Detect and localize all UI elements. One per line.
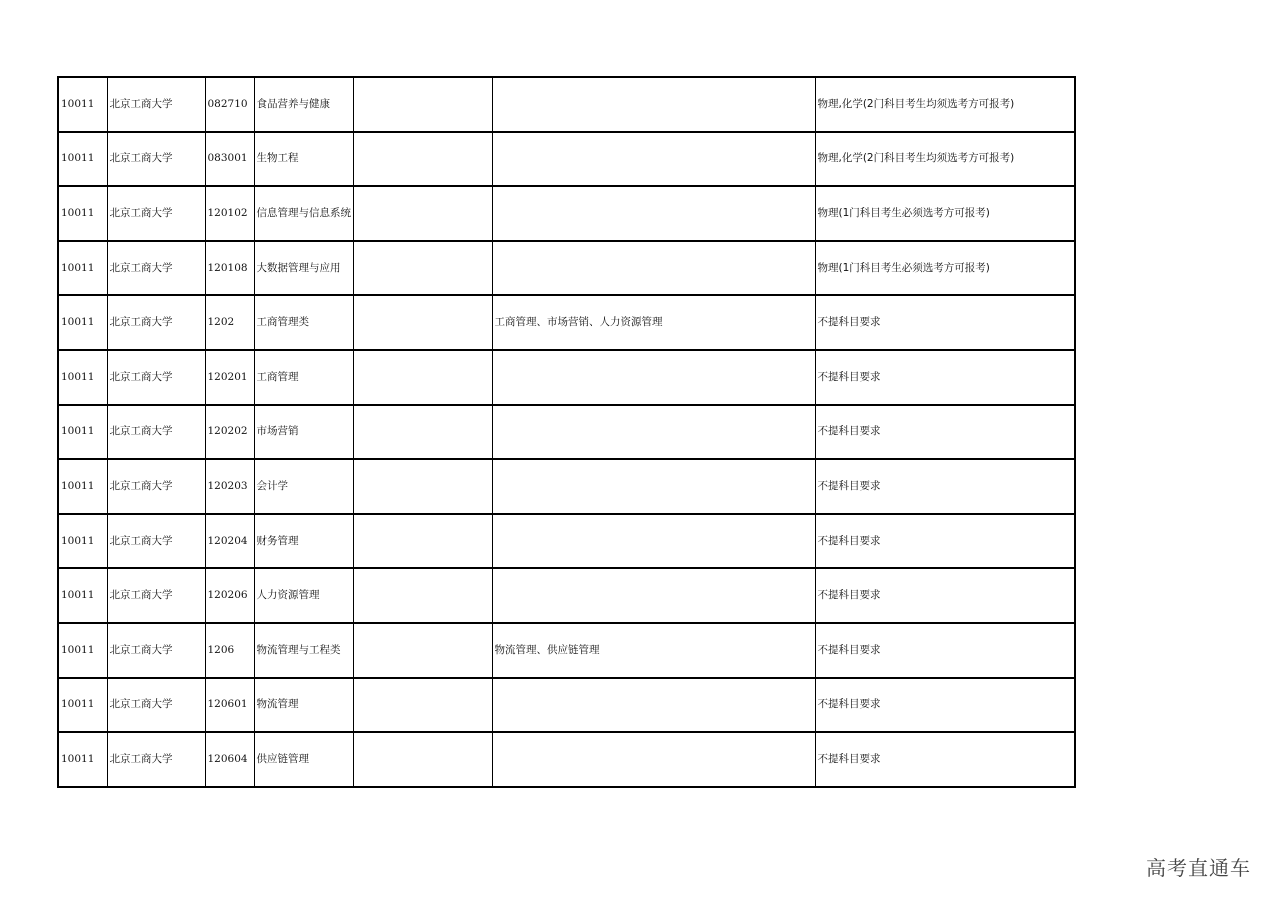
- cell-blank: [353, 132, 492, 187]
- cell-blank: [353, 514, 492, 569]
- cell-school-code: 10011: [58, 350, 107, 405]
- cell-major-name: 信息管理与信息系统: [254, 186, 353, 241]
- cell-school-code: 10011: [58, 405, 107, 460]
- cell-school-code: 10011: [58, 678, 107, 733]
- subject-requirements-table: [57, 76, 1076, 788]
- cell-major-code: 120203: [205, 459, 254, 514]
- cell-school-name: 北京工商大学: [107, 732, 205, 787]
- table-row: [58, 186, 1075, 241]
- cell-school-name: 北京工商大学: [107, 77, 205, 132]
- table-row: [58, 732, 1075, 787]
- table-row: [58, 459, 1075, 514]
- cell-blank: [353, 459, 492, 514]
- cell-school-code: 10011: [58, 77, 107, 132]
- cell-blank: [353, 241, 492, 296]
- cell-major-name: 会计学: [254, 459, 353, 514]
- cell-subject-requirement: 不提科目要求: [815, 295, 1075, 350]
- cell-included-majors: [492, 77, 815, 132]
- cell-school-name: 北京工商大学: [107, 514, 205, 569]
- cell-included-majors: [492, 732, 815, 787]
- table-body: [58, 77, 1075, 787]
- cell-subject-requirement: 不提科目要求: [815, 405, 1075, 460]
- cell-included-majors: [492, 678, 815, 733]
- cell-included-majors: [492, 132, 815, 187]
- table-row: [58, 241, 1075, 296]
- cell-major-name: 物流管理: [254, 678, 353, 733]
- cell-subject-requirement: 不提科目要求: [815, 459, 1075, 514]
- cell-subject-requirement: 物理(1门科目考生必须选考方可报考): [815, 241, 1075, 296]
- cell-major-code: 120202: [205, 405, 254, 460]
- cell-included-majors: [492, 405, 815, 460]
- cell-blank: [353, 678, 492, 733]
- cell-blank: [353, 623, 492, 678]
- table-row: [58, 295, 1075, 350]
- table-row: [58, 514, 1075, 569]
- cell-included-majors: 物流管理、供应链管理: [492, 623, 815, 678]
- cell-school-name: 北京工商大学: [107, 295, 205, 350]
- table-row: [58, 568, 1075, 623]
- cell-included-majors: [492, 568, 815, 623]
- cell-major-code: 120604: [205, 732, 254, 787]
- cell-school-name: 北京工商大学: [107, 568, 205, 623]
- cell-school-name: 北京工商大学: [107, 678, 205, 733]
- cell-school-name: 北京工商大学: [107, 350, 205, 405]
- table-row: [58, 405, 1075, 460]
- cell-subject-requirement: 不提科目要求: [815, 623, 1075, 678]
- cell-major-code: 083001: [205, 132, 254, 187]
- cell-subject-requirement: 物理(1门科目考生必须选考方可报考): [815, 186, 1075, 241]
- cell-subject-requirement: 不提科目要求: [815, 350, 1075, 405]
- cell-school-name: 北京工商大学: [107, 132, 205, 187]
- cell-major-code: 1206: [205, 623, 254, 678]
- cell-school-code: 10011: [58, 132, 107, 187]
- cell-major-code: 120201: [205, 350, 254, 405]
- cell-blank: [353, 405, 492, 460]
- cell-major-name: 生物工程: [254, 132, 353, 187]
- cell-major-name: 工商管理类: [254, 295, 353, 350]
- cell-major-name: 人力资源管理: [254, 568, 353, 623]
- cell-school-code: 10011: [58, 186, 107, 241]
- cell-subject-requirement: 不提科目要求: [815, 678, 1075, 733]
- cell-major-name: 供应链管理: [254, 732, 353, 787]
- cell-school-name: 北京工商大学: [107, 405, 205, 460]
- cell-included-majors: [492, 514, 815, 569]
- cell-included-majors: [492, 350, 815, 405]
- cell-school-code: 10011: [58, 623, 107, 678]
- cell-included-majors: 工商管理、市场营销、人力资源管理: [492, 295, 815, 350]
- cell-major-code: 120204: [205, 514, 254, 569]
- cell-major-code: 120601: [205, 678, 254, 733]
- cell-blank: [353, 732, 492, 787]
- cell-major-code: 120102: [205, 186, 254, 241]
- cell-major-code: 120206: [205, 568, 254, 623]
- cell-major-name: 大数据管理与应用: [254, 241, 353, 296]
- cell-major-code: 1202: [205, 295, 254, 350]
- cell-school-code: 10011: [58, 568, 107, 623]
- table-row: [58, 623, 1075, 678]
- cell-blank: [353, 186, 492, 241]
- cell-subject-requirement: 不提科目要求: [815, 732, 1075, 787]
- watermark-text: 高考直通车: [1146, 856, 1251, 880]
- cell-school-code: 10011: [58, 295, 107, 350]
- cell-school-name: 北京工商大学: [107, 623, 205, 678]
- cell-major-name: 财务管理: [254, 514, 353, 569]
- cell-school-name: 北京工商大学: [107, 241, 205, 296]
- cell-blank: [353, 77, 492, 132]
- cell-school-name: 北京工商大学: [107, 459, 205, 514]
- cell-blank: [353, 568, 492, 623]
- cell-included-majors: [492, 186, 815, 241]
- cell-school-code: 10011: [58, 514, 107, 569]
- cell-major-name: 食品营养与健康: [254, 77, 353, 132]
- cell-subject-requirement: 物理,化学(2门科目考生均须选考方可报考): [815, 77, 1075, 132]
- cell-subject-requirement: 物理,化学(2门科目考生均须选考方可报考): [815, 132, 1075, 187]
- cell-major-name: 市场营销: [254, 405, 353, 460]
- cell-major-code: 082710: [205, 77, 254, 132]
- cell-blank: [353, 295, 492, 350]
- cell-major-name: 工商管理: [254, 350, 353, 405]
- cell-subject-requirement: 不提科目要求: [815, 514, 1075, 569]
- table-row: [58, 77, 1075, 132]
- table-row: [58, 678, 1075, 733]
- cell-school-code: 10011: [58, 241, 107, 296]
- cell-school-code: 10011: [58, 732, 107, 787]
- cell-major-code: 120108: [205, 241, 254, 296]
- cell-blank: [353, 350, 492, 405]
- cell-subject-requirement: 不提科目要求: [815, 568, 1075, 623]
- cell-included-majors: [492, 241, 815, 296]
- cell-school-name: 北京工商大学: [107, 186, 205, 241]
- cell-included-majors: [492, 459, 815, 514]
- cell-school-code: 10011: [58, 459, 107, 514]
- cell-major-name: 物流管理与工程类: [254, 623, 353, 678]
- table-row: [58, 132, 1075, 187]
- table-row: [58, 350, 1075, 405]
